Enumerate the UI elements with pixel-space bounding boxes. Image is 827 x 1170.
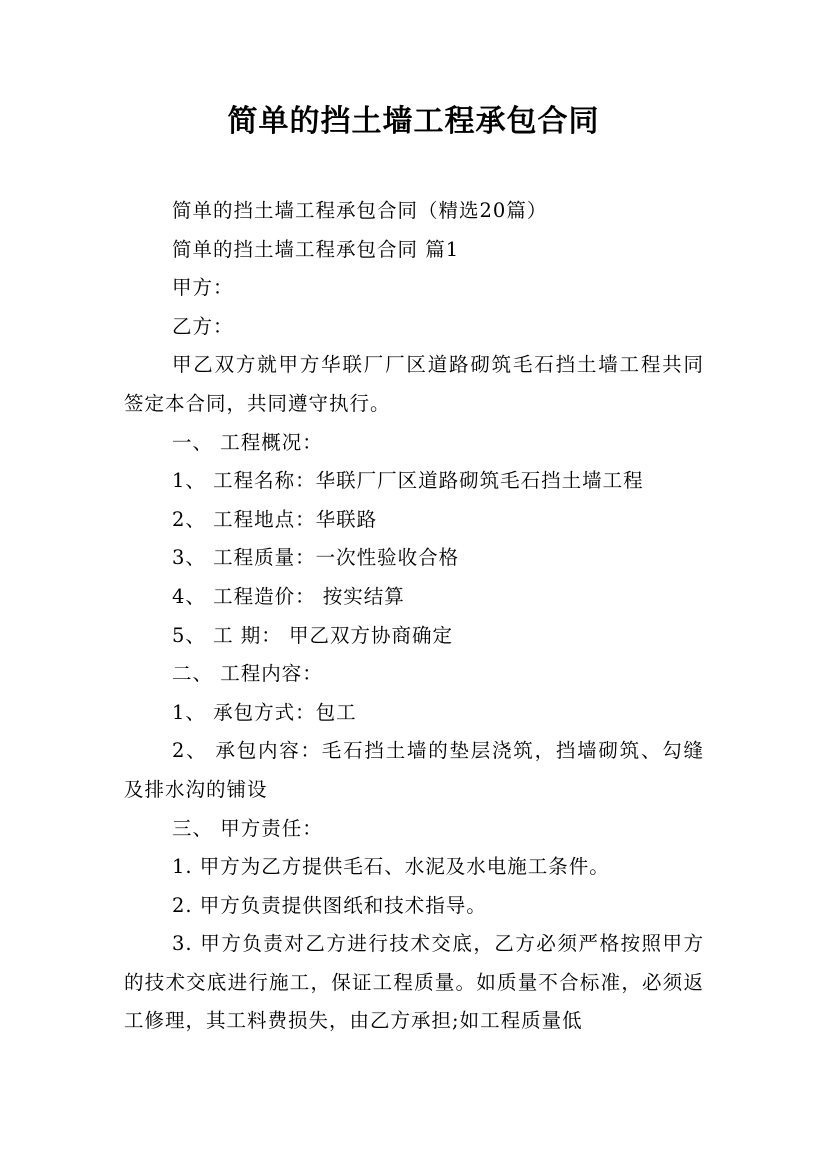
paragraph-item-name: 1、 工程名称：华联厂厂区道路砌筑毛石挡土墙工程 [172,469,644,493]
paragraph-item-location: 2、 工程地点：华联路 [172,507,378,531]
document-body [124,192,704,1041]
paragraph-item-method: 1、 承包方式：包工 [172,700,357,724]
paragraph-party-b: 乙方： [172,314,234,338]
paragraph-party-a: 甲方： [172,276,234,300]
paragraph-heading-3: 三、 甲方责任： [172,816,323,840]
paragraph-section-heading: 简单的挡土墙工程承包合同 篇1 [172,237,460,261]
paragraph-duty-2: 2. 甲方负责提供图纸和技术指导。 [172,893,487,917]
paragraph-duty-1: 1. 甲方为乙方提供毛石、水泥及水电施工条件。 [172,855,610,879]
document-title: 简单的挡土墙工程承包合同 [227,104,600,139]
paragraph-item-cost: 4、 工程造价： 按实结算 [172,584,405,608]
paragraph-intro: 甲乙双方就甲方华联厂厂区道路砌筑毛石挡土墙工程共同签定本合同，共同遵守执行。 [124,353,704,415]
paragraph-item-period: 5、 工 期： 甲乙双方协商确定 [172,623,454,647]
paragraph-item-content: 2、 承包内容：毛石挡土墙的垫层浇筑，挡墙砌筑、勾缝及排水沟的铺设 [124,739,704,801]
paragraph-item-quality: 3、 工程质量：一次性验收合格 [172,546,460,570]
paragraph-heading-2: 二、 工程内容： [172,662,323,686]
paragraph-duty-3: 3. 甲方负责对乙方进行技术交底，乙方必须严格按照甲方的技术交底进行施工，保证工程质量。如质量不合标准，必须返工修理，其工料费损失，由乙方承担;如工程质量低 [124,932,704,1033]
paragraph-heading-1: 一、 工程概况： [172,430,323,454]
paragraph-subtitle: 简单的挡土墙工程承包合同（精选20篇） [172,199,548,222]
